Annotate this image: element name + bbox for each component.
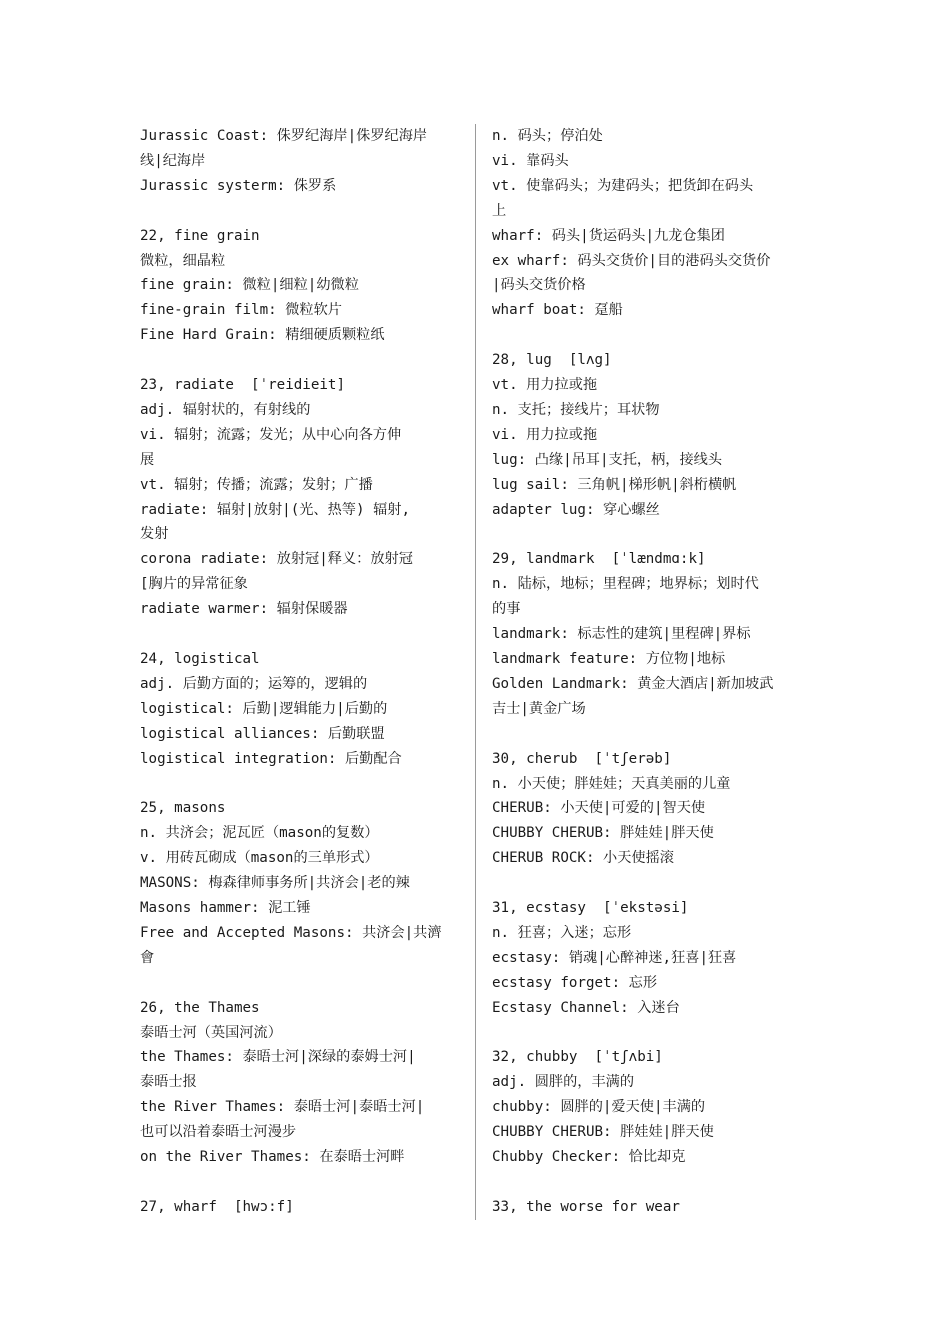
blank-line: [492, 1021, 814, 1046]
text-line: CHUBBY CHERUB: 胖娃娃|胖天使: [492, 1124, 714, 1141]
text-line: [胸片的异常征象: [140, 576, 248, 593]
text-line: wharf: 码头|货运码头|九龙仓集团: [492, 227, 725, 244]
text-line: the Thames: 泰晤士河|深绿的泰姆士河|: [140, 1049, 416, 1066]
blank-line: [140, 622, 462, 647]
column-divider: [475, 124, 476, 1220]
text-line: 27, wharf [hwɔ:f]: [140, 1198, 294, 1215]
blank-line: [492, 1170, 814, 1195]
text-line: ecstasy: 销魂|心醉神迷,狂喜|狂喜: [492, 949, 737, 966]
blank-line: [140, 199, 462, 224]
text-line: 31, ecstasy [ˈekstəsi]: [492, 900, 689, 917]
text-line: chubby: 圆胖的|爱天使|丰满的: [492, 1099, 706, 1116]
text-line: Free and Accepted Masons: 共济会|共濟: [140, 924, 442, 941]
text-line: CHERUB: 小天使|可爱的|智天使: [492, 800, 706, 817]
text-line: 28, lug [lʌg]: [492, 352, 612, 369]
text-line: n. 小天使；胖娃娃；天真美丽的儿童: [492, 775, 731, 792]
text-line: Jurassic Coast: 侏罗纪海岸|侏罗纪海岸: [140, 128, 428, 144]
text-line: 22, fine grain: [140, 227, 260, 244]
text-line: Jurassic systerm: 侏罗系: [140, 177, 337, 194]
text-line: 展: [140, 451, 155, 468]
text-line: landmark feature: 方位物|地标: [492, 651, 726, 667]
text-line: vi. 靠码头: [492, 152, 569, 169]
text-line: 发射: [140, 526, 169, 543]
text-line: radiate: 辐射|放射|(光、热等) 辐射,: [140, 501, 410, 518]
text-line: on the River Thames: 在泰晤士河畔: [140, 1149, 405, 1166]
text-line: vt. 用力拉或拖: [492, 377, 598, 394]
text-line: adj. 辐射状的，有射线的: [140, 401, 311, 418]
text-line: 30, cherub [ˈtʃerəb]: [492, 750, 672, 767]
left-column: [140, 124, 462, 1220]
text-line: logistical alliances: 后勤联盟: [140, 725, 385, 742]
blank-line: [492, 522, 814, 547]
text-line: fine-grain film: 微粒软片: [140, 302, 342, 319]
text-line: vi. 辐射；流露；发光；从中心向各方伸: [140, 426, 402, 443]
text-line: adj. 后勤方面的；运筹的，逻辑的: [140, 675, 368, 692]
text-line: 吉士|黄金广场: [492, 700, 586, 717]
text-line: 的事: [492, 601, 521, 618]
text-line: ex wharf: 码头交货价|目的港码头交货价: [492, 252, 771, 269]
text-line: 泰晤士报: [140, 1074, 197, 1091]
text-line: lug sail: 三角帆|梯形帆|斜桁横帆: [492, 476, 737, 493]
text-line: 24, logistical: [140, 650, 260, 667]
text-line: wharf boat: 趸船: [492, 302, 623, 319]
blank-line: [140, 348, 462, 373]
text-line: v. 用砖瓦砌成（mason的三单形式）: [140, 850, 379, 867]
text-line: n. 陆标，地标；里程碑；地界标；划时代: [492, 576, 759, 593]
text-line: radiate warmer: 辐射保暖器: [140, 601, 348, 618]
text-line: Golden Landmark: 黄金大酒店|新加坡武: [492, 675, 774, 692]
text-line: landmark: 标志性的建筑|里程碑|界标: [492, 626, 751, 643]
text-line: MASONS: 梅森律师事务所|共济会|老的辣: [140, 875, 410, 892]
text-line: 26, the Thames: [140, 999, 260, 1016]
text-line: 會: [140, 949, 155, 966]
text-line: Chubby Checker: 恰比却克: [492, 1149, 686, 1166]
text-line: ecstasy forget: 忘形: [492, 974, 658, 991]
text-line: 25, masons: [140, 800, 226, 817]
text-line: |码头交货价格: [492, 277, 586, 294]
text-line: vi. 用力拉或拖: [492, 426, 598, 443]
blank-line: [492, 722, 814, 747]
blank-line: [140, 772, 462, 797]
text-line: adj. 圆胖的，丰满的: [492, 1074, 635, 1091]
text-line: the River Thames: 泰晤士河|泰晤士河|: [140, 1099, 425, 1116]
text-line: 线|纪海岸: [140, 152, 206, 169]
text-line: 29, landmark [ˈlændmɑ:k]: [492, 551, 706, 568]
text-line: Masons hammer: 泥工锤: [140, 900, 311, 917]
text-line: n. 支托；接线片；耳状物: [492, 401, 660, 418]
text-line: 也可以沿着泰晤士河漫步: [140, 1124, 297, 1141]
text-line: n. 码头；停泊处: [492, 128, 603, 144]
text-line: vt. 辐射；传播；流露；发射；广播: [140, 476, 373, 493]
text-line: fine grain: 微粒|细粒|幼微粒: [140, 277, 359, 294]
text-line: 上: [492, 202, 507, 219]
text-line: n. 狂喜；入迷；忘形: [492, 924, 632, 941]
blank-line: [492, 871, 814, 896]
text-line: adapter lug: 穿心螺丝: [492, 501, 660, 518]
text-line: logistical: 后勤|逻辑能力|后勤的: [140, 700, 388, 717]
text-line: lug: 凸缘|吊耳|支托，柄，接线头: [492, 451, 723, 468]
text-line: vt. 使靠码头；为建码头；把货卸在码头: [492, 177, 754, 194]
text-line: logistical integration: 后勤配合: [140, 750, 402, 767]
blank-line: [492, 323, 814, 348]
text-line: 23, radiate [ˈreidieit]: [140, 377, 345, 394]
text-line: Fine Hard Grain: 精细硬质颗粒纸: [140, 327, 385, 344]
text-line: CHUBBY CHERUB: 胖娃娃|胖天使: [492, 825, 714, 842]
text-line: 微粒，细晶粒: [140, 252, 226, 269]
blank-line: [140, 971, 462, 996]
blank-line: [140, 1170, 462, 1195]
text-line: 泰晤士河（英国河流）: [140, 1024, 282, 1041]
text-line: 33, the worse for wear: [492, 1198, 680, 1215]
text-line: n. 共济会；泥瓦匠（mason的复数）: [140, 825, 379, 842]
text-line: Ecstasy Channel: 入迷台: [492, 999, 680, 1016]
text-line: CHERUB ROCK: 小天使摇滚: [492, 850, 674, 867]
text-line: corona radiate: 放射冠|释义：放射冠: [140, 551, 413, 568]
right-column: [492, 124, 814, 1220]
text-line: 32, chubby [ˈtʃʌbi]: [492, 1049, 663, 1066]
